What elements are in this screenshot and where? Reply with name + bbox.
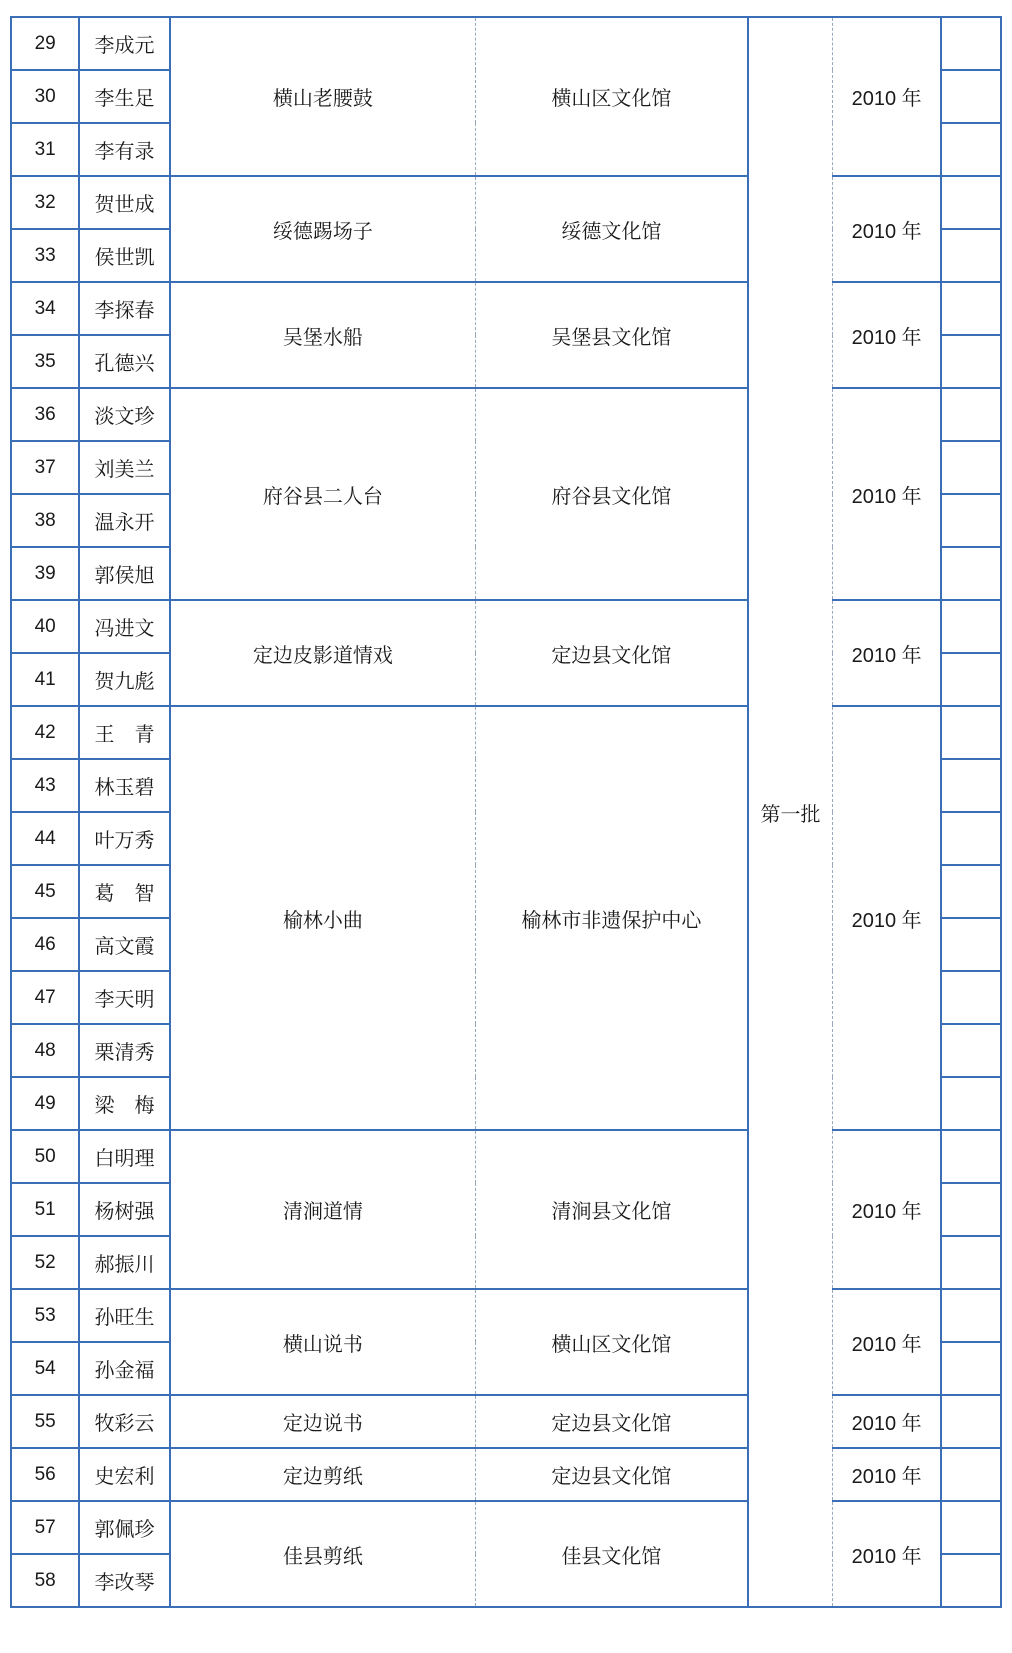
row-number: 57 bbox=[11, 1501, 79, 1554]
protection-unit: 清涧县文化馆 bbox=[475, 1130, 747, 1289]
remarks-cell bbox=[941, 1342, 1001, 1395]
inheritor-name: 贺世成 bbox=[94, 192, 155, 216]
inheritor-name-cell bbox=[79, 653, 169, 706]
inheritor-name-cell bbox=[79, 547, 169, 600]
inheritor-name: 叶万秀 bbox=[94, 828, 155, 852]
table-row bbox=[11, 706, 1001, 759]
remarks-cell bbox=[941, 1395, 1001, 1448]
inheritor-name-cell bbox=[79, 759, 169, 812]
batch-label: 第一批 bbox=[748, 17, 833, 1607]
remarks-cell bbox=[941, 17, 1001, 70]
inheritor-name-cell bbox=[79, 1448, 169, 1501]
inheritor-name-cell bbox=[79, 1342, 169, 1395]
inheritor-name-cell bbox=[79, 494, 169, 547]
inheritor-name: 孔德兴 bbox=[94, 351, 155, 375]
row-number: 32 bbox=[11, 176, 79, 229]
remarks-cell bbox=[941, 1024, 1001, 1077]
protection-unit: 定边县文化馆 bbox=[475, 1395, 747, 1448]
project-name: 清涧道情 bbox=[170, 1130, 476, 1289]
remarks-cell bbox=[941, 70, 1001, 123]
inheritor-name-cell bbox=[79, 1183, 169, 1236]
remarks-cell bbox=[941, 1554, 1001, 1607]
inheritor-name: 李探春 bbox=[94, 298, 155, 322]
inheritor-name: 郭佩珍 bbox=[94, 1517, 155, 1541]
inheritor-name-cell bbox=[79, 1024, 169, 1077]
table-row bbox=[11, 176, 1001, 229]
row-number: 53 bbox=[11, 1289, 79, 1342]
row-number: 56 bbox=[11, 1448, 79, 1501]
row-number: 48 bbox=[11, 1024, 79, 1077]
inheritor-name: 梁 梅 bbox=[94, 1093, 155, 1117]
row-number: 44 bbox=[11, 812, 79, 865]
remarks-cell bbox=[941, 812, 1001, 865]
remarks-cell bbox=[941, 388, 1001, 441]
inheritor-table-container bbox=[10, 16, 1002, 1639]
protection-unit: 府谷县文化馆 bbox=[475, 388, 747, 600]
row-number: 55 bbox=[11, 1395, 79, 1448]
remarks-cell bbox=[941, 1183, 1001, 1236]
row-number: 40 bbox=[11, 600, 79, 653]
approval-year: 2010 年 bbox=[833, 600, 941, 706]
inheritor-name-cell bbox=[79, 335, 169, 388]
approval-year: 2010 年 bbox=[833, 1395, 941, 1448]
inheritor-name-cell bbox=[79, 706, 169, 759]
project-name: 定边说书 bbox=[170, 1395, 476, 1448]
approval-year: 2010 年 bbox=[833, 388, 941, 600]
protection-unit: 横山区文化馆 bbox=[475, 17, 747, 176]
table-body bbox=[11, 17, 1001, 1607]
remarks-cell bbox=[941, 1448, 1001, 1501]
row-number: 33 bbox=[11, 229, 79, 282]
remarks-cell bbox=[941, 971, 1001, 1024]
remarks-cell bbox=[941, 176, 1001, 229]
inheritor-name: 淡文珍 bbox=[94, 404, 155, 428]
inheritor-name-cell bbox=[79, 1395, 169, 1448]
inheritor-name: 白明理 bbox=[94, 1146, 155, 1170]
inheritor-name-cell bbox=[79, 600, 169, 653]
remarks-cell bbox=[941, 1236, 1001, 1289]
inheritor-name: 栗清秀 bbox=[94, 1040, 155, 1064]
inheritor-name-cell bbox=[79, 1289, 169, 1342]
inheritor-name-cell bbox=[79, 918, 169, 971]
inheritor-name: 史宏利 bbox=[94, 1464, 155, 1488]
project-name: 定边皮影道情戏 bbox=[170, 600, 476, 706]
inheritor-table bbox=[10, 16, 1002, 1608]
inheritor-name: 郭侯旭 bbox=[94, 563, 155, 587]
row-number: 36 bbox=[11, 388, 79, 441]
inheritor-name: 郝振川 bbox=[94, 1252, 155, 1276]
approval-year: 2010 年 bbox=[833, 1289, 941, 1395]
row-number: 42 bbox=[11, 706, 79, 759]
inheritor-name: 冯进文 bbox=[94, 616, 155, 640]
row-number: 47 bbox=[11, 971, 79, 1024]
project-name: 定边剪纸 bbox=[170, 1448, 476, 1501]
inheritor-name-cell bbox=[79, 282, 169, 335]
remarks-cell bbox=[941, 494, 1001, 547]
project-name: 横山老腰鼓 bbox=[170, 17, 476, 176]
table-row bbox=[11, 388, 1001, 441]
inheritor-name: 高文霞 bbox=[94, 934, 155, 958]
inheritor-name: 林玉碧 bbox=[94, 775, 155, 799]
inheritor-name: 王 青 bbox=[94, 722, 155, 746]
approval-year: 2010 年 bbox=[833, 176, 941, 282]
row-number: 37 bbox=[11, 441, 79, 494]
table-row bbox=[11, 600, 1001, 653]
table-row bbox=[11, 1448, 1001, 1501]
protection-unit: 横山区文化馆 bbox=[475, 1289, 747, 1395]
protection-unit: 绥德文化馆 bbox=[475, 176, 747, 282]
approval-year: 2010 年 bbox=[833, 1501, 941, 1607]
table-row bbox=[11, 1501, 1001, 1554]
row-number: 31 bbox=[11, 123, 79, 176]
project-name: 横山说书 bbox=[170, 1289, 476, 1395]
remarks-cell bbox=[941, 653, 1001, 706]
table-row bbox=[11, 282, 1001, 335]
project-name: 吴堡水船 bbox=[170, 282, 476, 388]
inheritor-name-cell bbox=[79, 229, 169, 282]
row-number: 29 bbox=[11, 17, 79, 70]
remarks-cell bbox=[941, 441, 1001, 494]
inheritor-name: 李成元 bbox=[94, 33, 155, 57]
remarks-cell bbox=[941, 918, 1001, 971]
remarks-cell bbox=[941, 1501, 1001, 1554]
inheritor-name: 李改琴 bbox=[94, 1570, 155, 1594]
remarks-cell bbox=[941, 600, 1001, 653]
remarks-cell bbox=[941, 1130, 1001, 1183]
row-number: 34 bbox=[11, 282, 79, 335]
table-row bbox=[11, 1395, 1001, 1448]
row-number: 38 bbox=[11, 494, 79, 547]
inheritor-name: 李有录 bbox=[94, 139, 155, 163]
row-number: 50 bbox=[11, 1130, 79, 1183]
remarks-cell bbox=[941, 865, 1001, 918]
inheritor-name-cell bbox=[79, 70, 169, 123]
row-number: 41 bbox=[11, 653, 79, 706]
inheritor-name-cell bbox=[79, 17, 169, 70]
protection-unit: 定边县文化馆 bbox=[475, 1448, 747, 1501]
inheritor-name-cell bbox=[79, 123, 169, 176]
remarks-cell bbox=[941, 229, 1001, 282]
inheritor-name: 刘美兰 bbox=[94, 457, 155, 481]
table-row bbox=[11, 1289, 1001, 1342]
project-name: 榆林小曲 bbox=[170, 706, 476, 1130]
row-number: 54 bbox=[11, 1342, 79, 1395]
remarks-cell bbox=[941, 1077, 1001, 1130]
inheritor-name-cell bbox=[79, 176, 169, 229]
remarks-cell bbox=[941, 123, 1001, 176]
inheritor-name: 温永开 bbox=[94, 510, 155, 534]
protection-unit: 吴堡县文化馆 bbox=[475, 282, 747, 388]
inheritor-name: 牧彩云 bbox=[94, 1411, 155, 1435]
table-row bbox=[11, 1130, 1001, 1183]
inheritor-name: 杨树强 bbox=[94, 1199, 155, 1223]
row-number: 35 bbox=[11, 335, 79, 388]
remarks-cell bbox=[941, 282, 1001, 335]
project-name: 佳县剪纸 bbox=[170, 1501, 476, 1607]
inheritor-name-cell bbox=[79, 971, 169, 1024]
inheritor-name: 李生足 bbox=[94, 86, 155, 110]
inheritor-name-cell bbox=[79, 865, 169, 918]
row-number: 58 bbox=[11, 1554, 79, 1607]
row-number: 52 bbox=[11, 1236, 79, 1289]
inheritor-name: 侯世凯 bbox=[94, 245, 155, 269]
inheritor-name-cell bbox=[79, 441, 169, 494]
inheritor-name-cell bbox=[79, 1130, 169, 1183]
approval-year: 2010 年 bbox=[833, 1448, 941, 1501]
row-number: 49 bbox=[11, 1077, 79, 1130]
inheritor-name: 贺九彪 bbox=[94, 669, 155, 693]
approval-year: 2010 年 bbox=[833, 17, 941, 176]
remarks-cell bbox=[941, 1289, 1001, 1342]
row-number: 45 bbox=[11, 865, 79, 918]
row-number: 39 bbox=[11, 547, 79, 600]
inheritor-name: 孙旺生 bbox=[94, 1305, 155, 1329]
table-row bbox=[11, 17, 1001, 70]
remarks-cell bbox=[941, 706, 1001, 759]
remarks-cell bbox=[941, 759, 1001, 812]
row-number: 46 bbox=[11, 918, 79, 971]
remarks-cell bbox=[941, 547, 1001, 600]
inheritor-name: 孙金福 bbox=[94, 1358, 155, 1382]
inheritor-name-cell bbox=[79, 388, 169, 441]
protection-unit: 榆林市非遗保护中心 bbox=[475, 706, 747, 1130]
approval-year: 2010 年 bbox=[833, 706, 941, 1130]
project-name: 府谷县二人台 bbox=[170, 388, 476, 600]
row-number: 30 bbox=[11, 70, 79, 123]
inheritor-name-cell bbox=[79, 1236, 169, 1289]
protection-unit: 佳县文化馆 bbox=[475, 1501, 747, 1607]
remarks-cell bbox=[941, 335, 1001, 388]
row-number: 43 bbox=[11, 759, 79, 812]
inheritor-name-cell bbox=[79, 1077, 169, 1130]
protection-unit: 定边县文化馆 bbox=[475, 600, 747, 706]
project-name: 绥德踢场子 bbox=[170, 176, 476, 282]
inheritor-name-cell bbox=[79, 1554, 169, 1607]
inheritor-name: 李天明 bbox=[94, 987, 155, 1011]
approval-year: 2010 年 bbox=[833, 1130, 941, 1289]
inheritor-name: 葛 智 bbox=[94, 881, 155, 905]
approval-year: 2010 年 bbox=[833, 282, 941, 388]
inheritor-name-cell bbox=[79, 812, 169, 865]
row-number: 51 bbox=[11, 1183, 79, 1236]
inheritor-name-cell bbox=[79, 1501, 169, 1554]
